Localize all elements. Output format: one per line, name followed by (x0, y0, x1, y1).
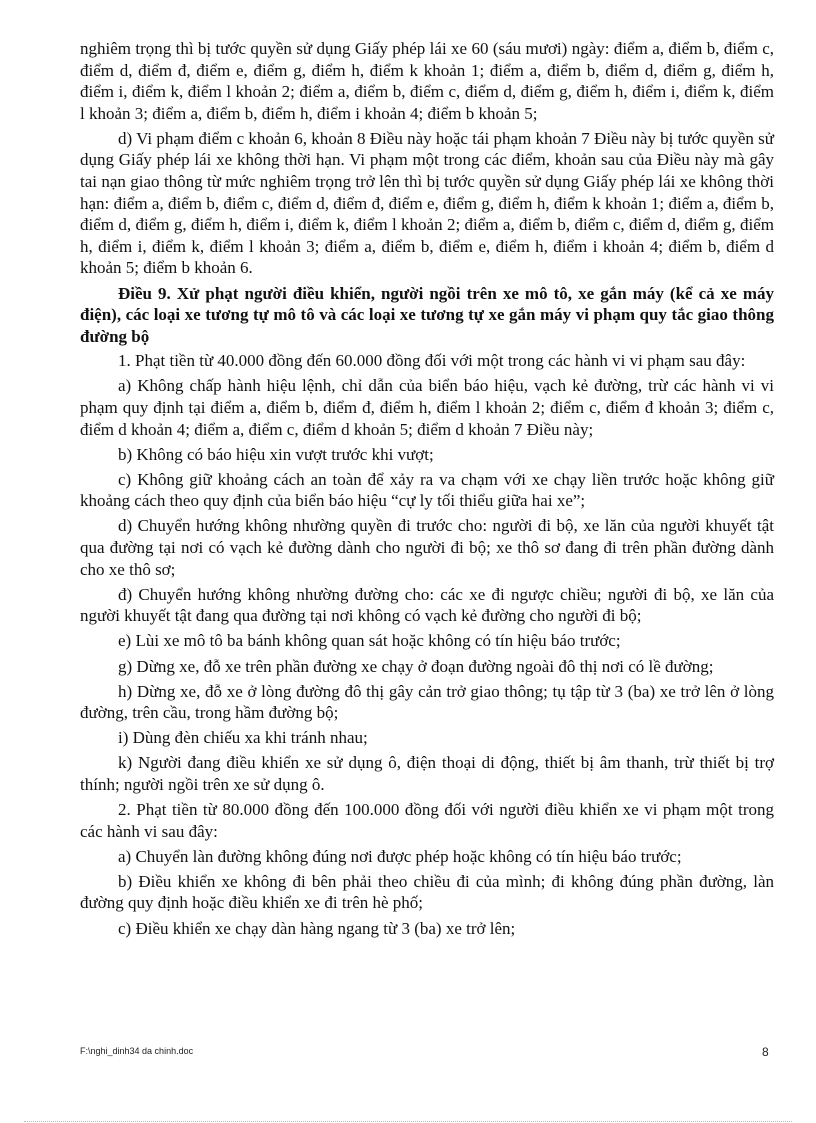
paragraph-clause-1-dd: đ) Chuyển hướng không nhường đường cho: các xe đi ngược chiều; người đi bộ, xe lăn của người khuyết tật đang qua đường tại nơi không có vạch kẻ đường cho người đi bộ; (80, 584, 774, 626)
footer-file-path: F:\nghi_dinh34 da chinh.doc (80, 1046, 194, 1056)
paragraph-clause-1-d: d) Chuyển hướng không nhường quyền đi trước cho: người đi bộ, xe lăn của người khuyết tật qua đường tại nơi có vạch kẻ đường dành cho người đi bộ; xe thô sơ đang đi trên phần đường dành cho xe thô sơ; (80, 516, 774, 579)
paragraph-continuation: nghiêm trọng thì bị tước quyền sử dụng Giấy phép lái xe 60 (sáu mươi) ngày: điểm a, điểm b, điểm c, điểm d, điểm đ, điểm e, điểm g, điểm h, điểm k khoản 1; điểm a, điểm b, điểm d, điểm g, điểm h, điểm i, điểm k, điểm l khoản 2; điểm a, điểm b, điểm c, điểm d, điểm g, điểm h, điểm i, điểm k, điểm l khoản 3; điểm a, điểm b, điểm h, điểm i khoản 4; điểm b khoản 5; (80, 39, 774, 123)
paragraph-clause-1-h: h) Dừng xe, đỗ xe ở lòng đường đô thị gây cản trở giao thông; tụ tập từ 3 (ba) xe trở lên ở lòng đường, trên cầu, trong hầm đường bộ; (80, 681, 774, 723)
paragraph-clause-1-i: i) Dùng đèn chiếu xa khi tránh nhau; (118, 728, 368, 748)
paragraph-clause-1-a: a) Không chấp hành hiệu lệnh, chỉ dẫn của biển báo hiệu, vạch kẻ đường, trừ các hành vi vi phạm quy định tại điểm a, điểm b, điểm đ, điểm h, điểm l khoản 2; điểm c, điểm đ khoản 3; điểm c, điểm d khoản 4; điểm a, điểm c, điểm d khoản 5; điểm d khoản 7 Điều này; (80, 376, 774, 439)
paragraph-clause-2-c: c) Điều khiển xe chạy dàn hàng ngang từ 3 (ba) xe trở lên; (118, 918, 516, 938)
paragraph-clause-2-b: b) Điều khiển xe không đi bên phải theo chiều đi của mình; đi không đúng phần đường, làn đường quy định hoặc điều khiển xe đi trên hè phố; (80, 871, 774, 913)
paragraph-clause-1-g: g) Dừng xe, đỗ xe trên phần đường xe chạy ở đoạn đường ngoài đô thị nơi có lề đường; (118, 656, 714, 676)
paragraph-clause-1-e: e) Lùi xe mô tô ba bánh không quan sát hoặc không có tín hiệu báo trước; (118, 631, 621, 651)
page-bottom-edge (24, 1121, 792, 1122)
page-number: 8 (762, 1045, 769, 1059)
paragraph-clause-1: 1. Phạt tiền từ 40.000 đồng đến 60.000 đồng đối với một trong các hành vi vi phạm sau đây: (118, 351, 746, 371)
paragraph-clause-1-b: b) Không có báo hiệu xin vượt trước khi vượt; (118, 444, 434, 464)
paragraph-clause-1-k: k) Người đang điều khiển xe sử dụng ô, điện thoại di động, thiết bị âm thanh, trừ thiết bị trợ thính; người ngồi trên xe sử dụng ô. (80, 753, 774, 794)
paragraph-point-d: d) Vi phạm điểm c khoản 6, khoản 8 Điều này hoặc tái phạm khoản 7 Điều này bị tước quyền sử dụng Giấy phép lái xe không thời hạn. Vi phạm một trong các điểm, khoản sau của Điều này mà gây tai nạn giao thông từ mức nghiêm trọng trở lên thì bị tước quyền sử dụng Giấy phép lái xe không thời hạn: điểm a, điểm b, điểm c, điểm d, điểm đ, điểm e, điểm g, điểm h, điểm k khoản 1; điểm a, điểm b, điểm d, điểm g, điểm h, điểm i, điểm k, điểm l khoản 2; điểm a, điểm b, điểm c, điểm d, điểm g, điểm h, điểm i, điểm k, điểm l khoản 3; điểm a, điểm b, điểm e, điểm h, điểm i khoản 4; điểm b, điểm d khoản 5; điểm b khoản 6. (80, 128, 774, 278)
paragraph-clause-2-a: a) Chuyển làn đường không đúng nơi được phép hoặc không có tín hiệu báo trước; (118, 846, 682, 866)
document-body (80, 38, 774, 943)
article-9-heading: Điều 9. Xử phạt người điều khiển, người ngồi trên xe mô tô, xe gắn máy (kể cả xe máy điện), các loại xe tương tự mô tô và các loại xe tương tự xe gắn máy vi phạm quy tắc giao thông đường bộ (80, 283, 774, 346)
paragraph-clause-1-c: c) Không giữ khoảng cách an toàn để xảy ra va chạm với xe chạy liền trước hoặc không giữ khoảng cách theo quy định của biển báo hiệu “cự ly tối thiểu giữa hai xe”; (80, 469, 774, 511)
paragraph-clause-2: 2. Phạt tiền từ 80.000 đồng đến 100.000 đồng đối với người điều khiển xe vi phạm một trong các hành vi sau đây: (80, 800, 774, 841)
